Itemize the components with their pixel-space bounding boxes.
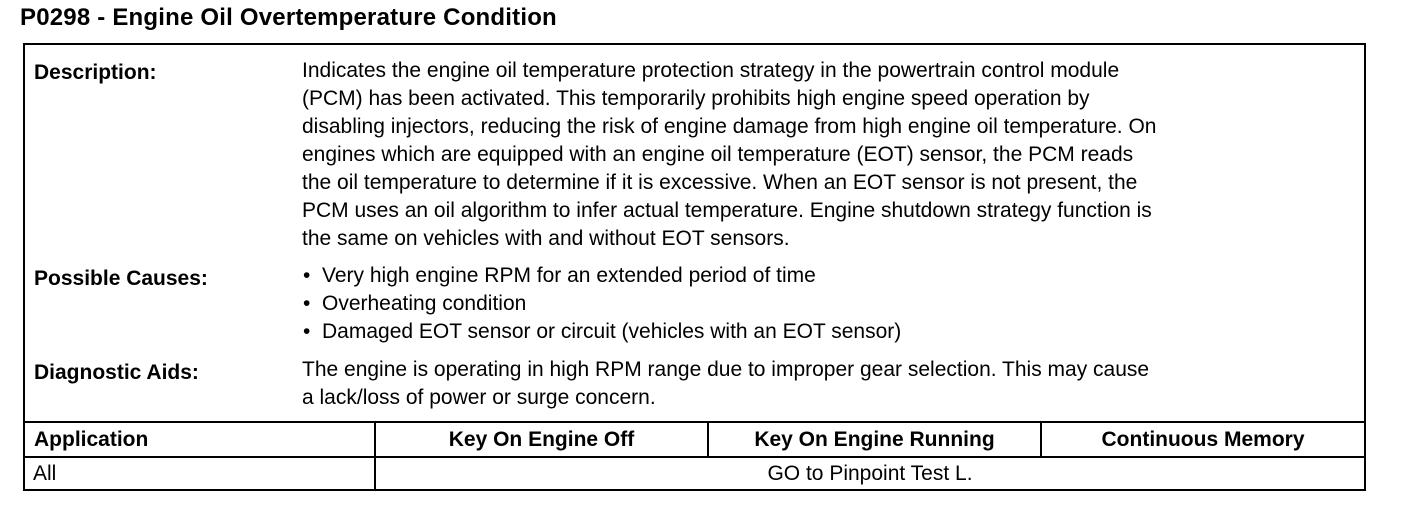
list-item: • Very high engine RPM for an extended period of time	[302, 262, 1352, 290]
description-line: engines which are equipped with an engine oil temperature (EOT) sensor, the PCM reads	[302, 143, 1134, 166]
description-label: Description:	[34, 61, 157, 84]
column-header-key-on-engine-off: Key On Engine Off	[448, 428, 635, 451]
column-header-application: Application	[34, 428, 149, 451]
page-title: P0298 - Engine Oil Overtemperature Condition	[20, 4, 557, 31]
description-line: the oil temperature to determine if it is excessive. When an EOT sensor is not present, the	[302, 171, 1138, 194]
description-text	[302, 57, 1352, 253]
table-cell-action: GO to Pinpoint Test L.	[767, 462, 973, 485]
column-divider	[707, 423, 709, 456]
description-line: disabling injectors, reducing the risk of engine damage from high engine oil temperature. On	[302, 115, 1157, 138]
column-header-continuous-memory: Continuous Memory	[1101, 428, 1305, 451]
list-item: • Overheating condition	[302, 290, 1352, 318]
possible-causes-list	[302, 262, 1352, 346]
description-line: Indicates the engine oil temperature protection strategy in the powertrain control module	[302, 59, 1120, 82]
diagnostic-aids-line: The engine is operating in high RPM range due to improper gear selection. This may cause	[302, 358, 1150, 381]
diagnostic-aids-line: a lack/loss of power or surge concern.	[302, 386, 656, 409]
column-header-key-on-engine-running: Key On Engine Running	[754, 428, 995, 451]
possible-causes-list-wrap	[302, 262, 1352, 346]
description-line: the same on vehicles with and without EOT sensors.	[302, 227, 790, 250]
table-cell-application: All	[33, 462, 57, 485]
list-item: • Damaged EOT sensor or circuit (vehicles with an EOT sensor)	[302, 318, 1352, 346]
diagnostic-aids-label: Diagnostic Aids:	[34, 361, 199, 384]
dtc-info-box	[23, 43, 1366, 491]
application-table	[25, 421, 1364, 489]
description-line: PCM uses an oil algorithm to infer actual temperature. Engine shutdown strategy function is	[302, 199, 1152, 222]
description-line: (PCM) has been activated. This temporarily prohibits high engine speed operation by	[302, 87, 1090, 110]
diagnostic-aids-text	[302, 356, 1352, 412]
possible-causes-label: Possible Causes:	[34, 267, 208, 290]
column-divider	[1040, 423, 1042, 456]
